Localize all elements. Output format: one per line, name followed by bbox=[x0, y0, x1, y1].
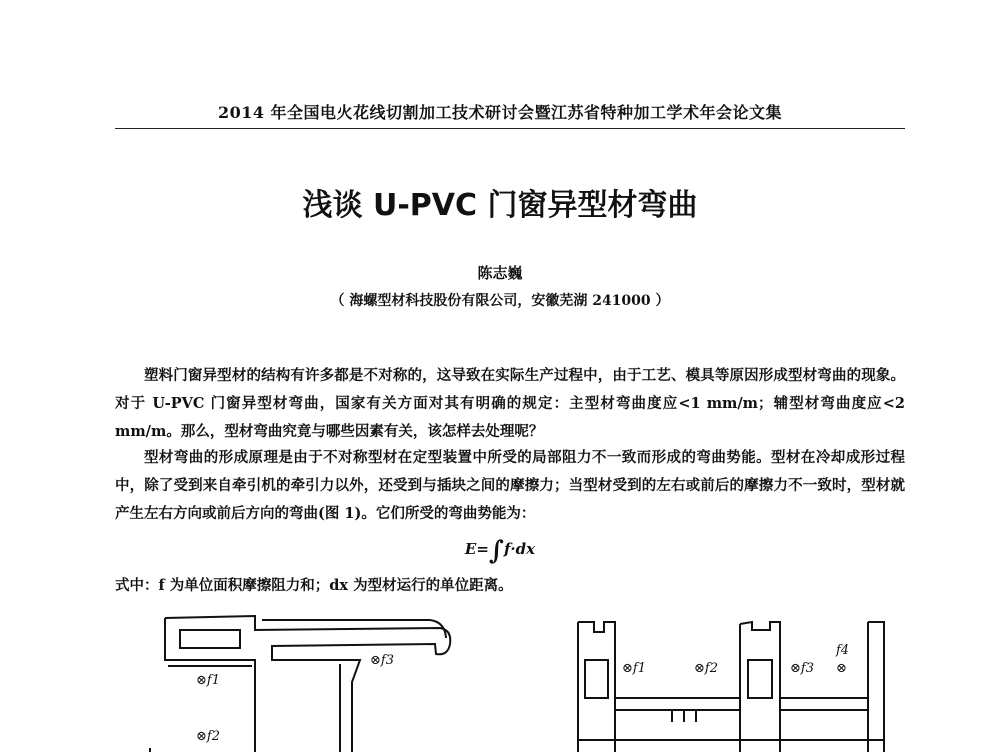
figure-1 bbox=[0, 600, 1000, 752]
formula-note: 式中：f 为单位面积摩擦阻力和；dx 为型材运行的单位距离。 bbox=[115, 577, 513, 594]
formula bbox=[0, 536, 1000, 566]
paper-title: 浅谈 U-PVC 门窗异型材弯曲 bbox=[302, 188, 698, 223]
affiliation: （ 海螺型材科技股份有限公司，安徽芜湖 241000 ） bbox=[330, 293, 670, 309]
formula-rhs: f·dx bbox=[503, 540, 536, 558]
paragraph-1: 塑料门窗异型材的结构有许多都是不对称的，这导致在实际生产过程中，由于工艺、模具等原因形成型材弯曲的现象。对于 U-PVC 门窗异型材弯曲，国家有关方面对其有明确的规定：主型材弯曲度应<1 mm/m；辅型材弯曲度应<2 mm/m。那么，型材弯曲究竟与哪些因素有关，该怎样去处理呢？ bbox=[115, 367, 905, 440]
left-force-label-f1: ⊗f1 bbox=[196, 673, 220, 688]
author: 陈志巍 bbox=[477, 264, 523, 282]
right-profile-drawing bbox=[578, 622, 884, 752]
right-force-label-f1: ⊗f1 bbox=[622, 661, 646, 676]
running-header: 2014 年全国电火花线切割加工技术研讨会暨江苏省特种加工学术年会论文集 bbox=[217, 103, 783, 122]
header-rule bbox=[115, 128, 905, 129]
right-force-label-f2: ⊗f2 bbox=[694, 661, 718, 676]
right-force-label-f4: f4 bbox=[836, 643, 850, 658]
right-force-symbol-f4: ⊗ bbox=[836, 661, 847, 676]
integral-sign: ∫ bbox=[488, 536, 504, 566]
formula-lhs: E= bbox=[464, 540, 489, 558]
right-profile-labels bbox=[622, 643, 849, 676]
left-force-label-f3: ⊗f3 bbox=[370, 653, 394, 668]
right-force-label-f3: ⊗f3 bbox=[790, 661, 814, 676]
paragraph-2: 型材弯曲的形成原理是由于不对称型材在定型装置中所受的局部阻力不一致而形成的弯曲势能。型材在冷却成形过程中，除了受到来自牵引机的牵引力以外，还受到与插块之间的摩擦力；当型材受到的左右或前后的摩擦力不一致时，型材就产生左右方向或前后方向的弯曲(图 1)。它们所受的弯曲势能为： bbox=[115, 449, 905, 522]
left-force-label-f2: ⊗f2 bbox=[196, 729, 220, 744]
